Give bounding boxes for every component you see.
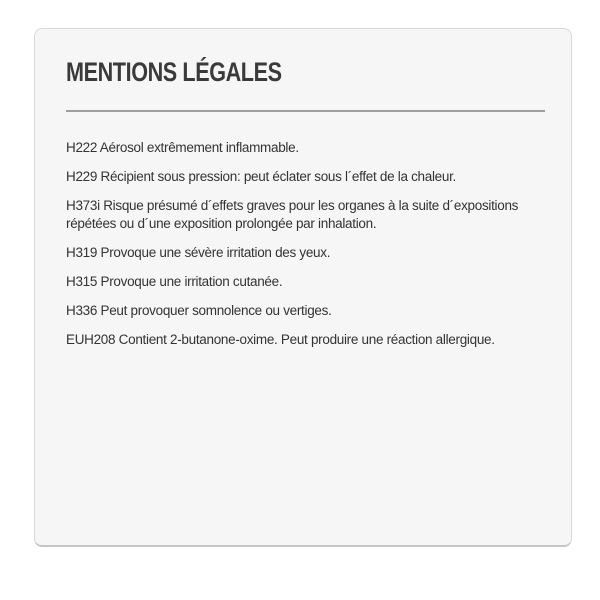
legal-statement: H222 Aérosol extrêmement inflammable.: [66, 140, 299, 155]
legal-statements: [66, 139, 553, 349]
page-title: MENTIONS LÉGALES: [66, 57, 282, 87]
legal-statement: H336 Peut provoquer somnolence ou vertiges.: [66, 303, 332, 318]
legal-statement: H373i Risque présumé d´effets graves pour les organes à la suite d´expositions répétées ou d´une exposition prolongée par inhalation.: [66, 198, 519, 231]
legal-statement: EUH208 Contient 2-butanone-oxime. Peut produire une réaction allergique.: [66, 332, 495, 347]
legal-statement: H315 Provoque une irritation cutanée.: [66, 274, 283, 289]
legal-statement: H319 Provoque une sévère irritation des yeux.: [66, 245, 331, 260]
legal-notices-card: [34, 28, 572, 547]
legal-statement: H229 Récipient sous pression: peut éclater sous l´effet de la chaleur.: [66, 169, 456, 184]
title-divider: [66, 110, 545, 112]
